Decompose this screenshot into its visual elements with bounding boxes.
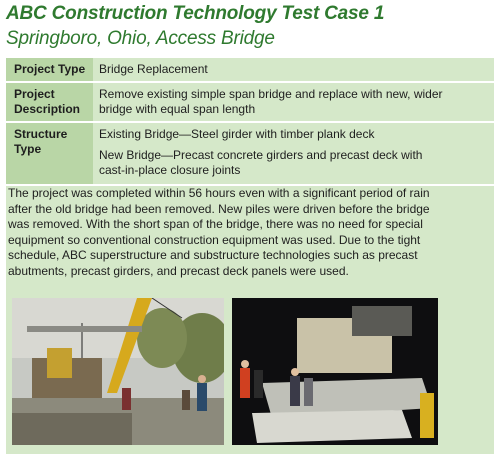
project-description-label: Project Description — [6, 83, 93, 121]
page-subtitle: Springboro, Ohio, Access Bridge — [6, 28, 275, 49]
night-photo-image — [232, 298, 438, 445]
project-type-value: Bridge Replacement — [99, 62, 208, 76]
structure-type-value — [99, 123, 489, 178]
photo-night-work — [232, 298, 438, 445]
summary-paragraph: The project was completed within 56 hours even with a significant period of rain after the old bridge had been removed. New piles were driven before the bridge was removed. With the short span of the bridge, there was no need for special equipment so conventional construction equipment was used. Due to the tight schedule, ABC superstructure and substructure technologies such as precast abutments, precast girders, and precast deck panels were used. — [8, 186, 430, 278]
page-title: ABC Construction Technology Test Case 1 — [6, 3, 385, 24]
existing-bridge-text: Existing Bridge—Steel girder with timber plank deck — [99, 127, 375, 141]
project-description-value: Remove existing simple span bridge and replace with new, wider bridge with equal span length — [99, 87, 443, 116]
crane-photo-image — [12, 298, 224, 445]
project-type-row — [6, 58, 494, 81]
photo-crane-daytime — [12, 298, 224, 445]
new-bridge-text: New Bridge—Precast concrete girders and precast deck with cast-in-place closure joints — [99, 148, 423, 177]
structure-type-row — [6, 123, 494, 184]
structure-type-label: Structure Type — [6, 123, 93, 184]
project-type-label: Project Type — [6, 58, 93, 81]
project-description-row — [6, 83, 494, 121]
